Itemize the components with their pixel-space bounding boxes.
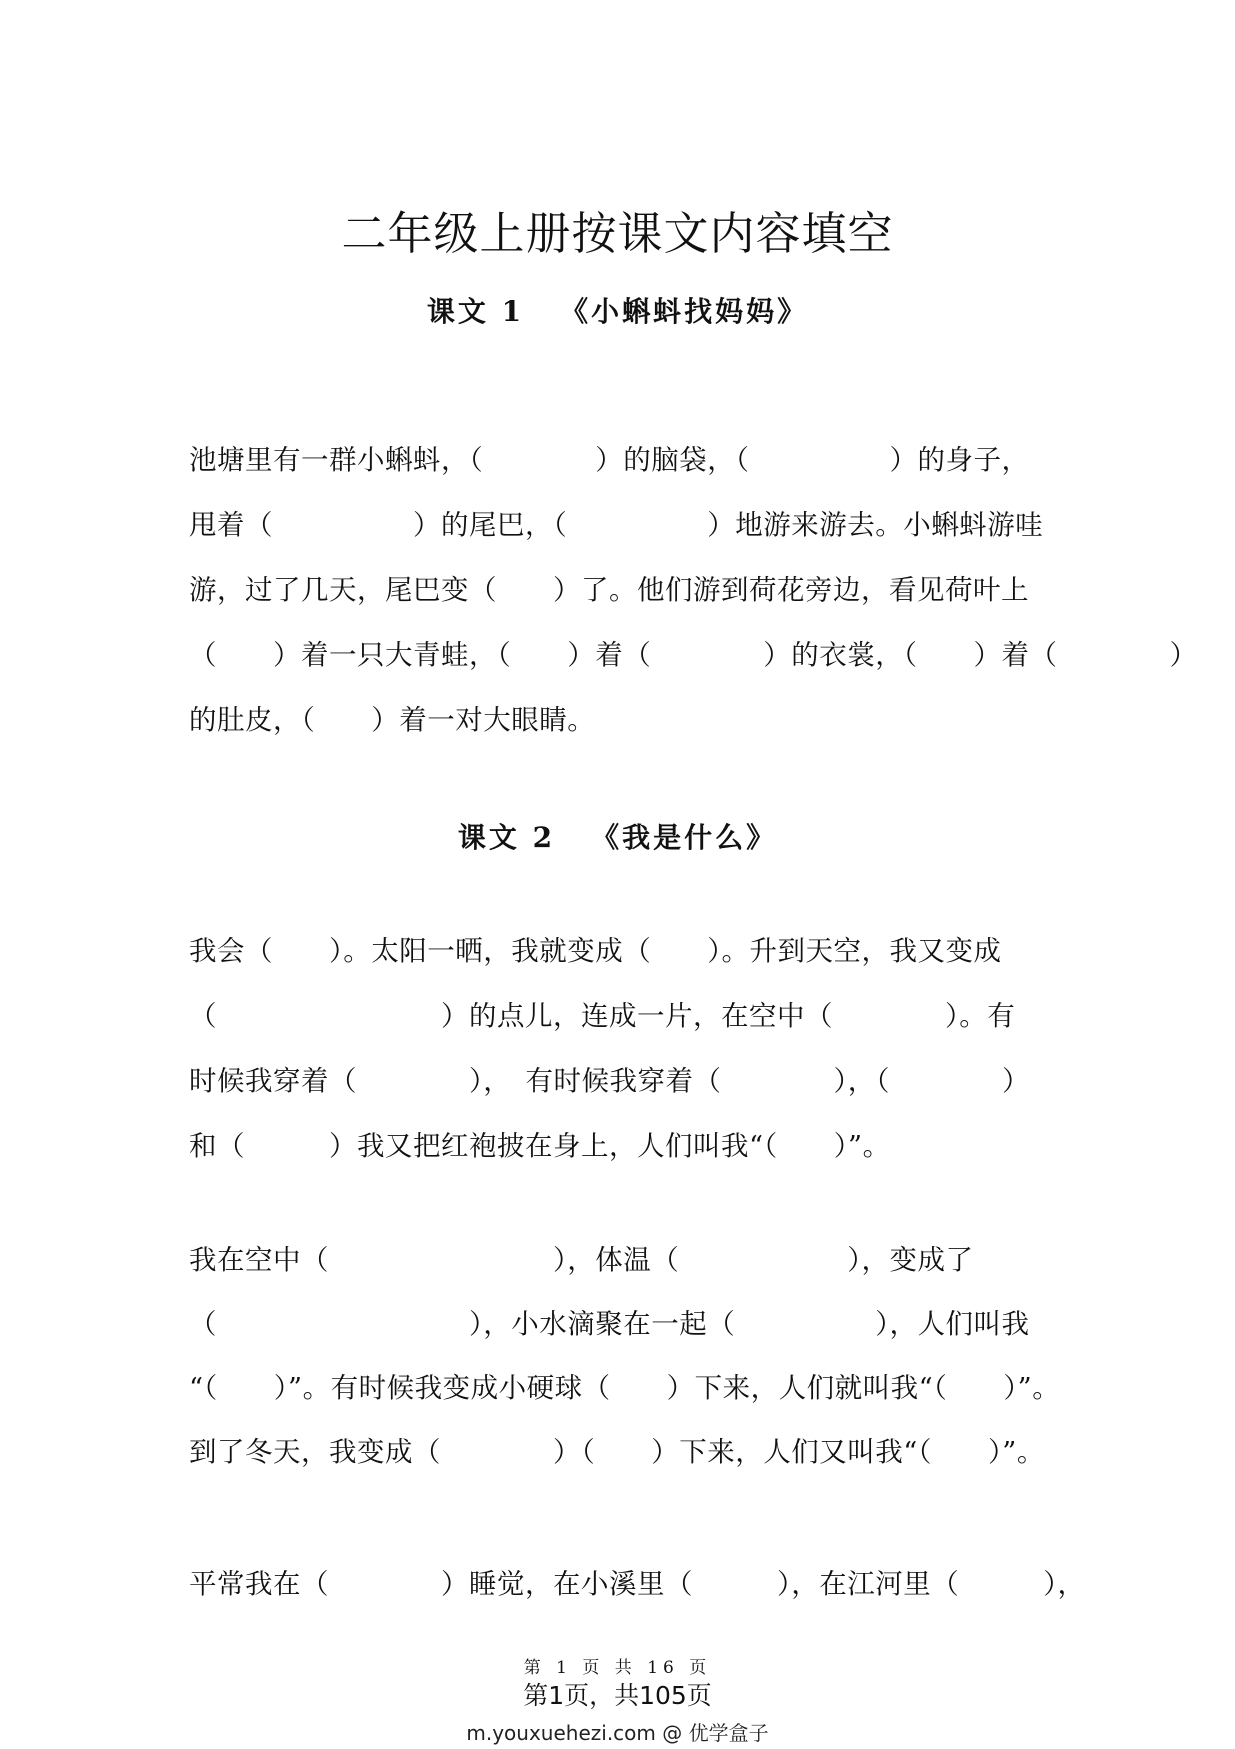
site-watermark: m.youxuehezi.com @ 优学盒子 <box>466 1721 769 1745</box>
text-line: 和（ ）我又把红袍披在身上，人们叫我“（ ）”。 <box>189 1130 891 1162</box>
text-line: 我在空中（ ），体温（ ），变成了 <box>189 1244 974 1276</box>
text-line: （ ）着一只大青蛙，（ ）着（ ）的衣裳，（ ）着（ ） <box>189 639 1198 671</box>
page-number-total: 第1页，共105页 <box>523 1681 712 1710</box>
lesson-2-number: 课文 2 <box>457 821 556 854</box>
text-line: 我会（ ）。太阳一晒，我就变成（ ）。升到天空，我又变成 <box>189 935 1002 967</box>
text-line: 时候我穿着（ ）， 有时候我穿着（ ），（ ） <box>189 1065 1030 1097</box>
text-line: “（ ）”。有时候我变成小硬球（ ）下来，人们就叫我“（ ）”。 <box>189 1372 1061 1404</box>
text-line: 甩着（ ）的尾巴，（ ）地游来游去。小蝌蚪游哇 <box>189 509 1044 541</box>
text-line: 游，过了几天，尾巴变（ ）了。他们游到荷花旁边，看见荷叶上 <box>189 574 1029 606</box>
text-line: 池塘里有一群小蝌蚪，（ ）的脑袋，（ ）的身子， <box>189 444 1030 476</box>
lesson-2-heading <box>0 818 1235 858</box>
lesson-1-number: 课文 1 <box>426 295 525 328</box>
text-line: 的肚皮，（ ）着一对大眼睛。 <box>189 704 596 736</box>
page-title: 二年级上册按课文内容填空 <box>341 207 894 260</box>
lesson-1-heading <box>0 292 1235 332</box>
lesson-1-name: 《小蝌蚪找妈妈》 <box>560 295 809 328</box>
lesson-1-paragraph-1 <box>189 440 1198 765</box>
text-line: 平常我在（ ）睡觉，在小溪里（ ），在江河里（ ）， <box>189 1568 1086 1600</box>
text-line: 到了冬天，我变成（ ）（ ）下来，人们又叫我“（ ）”。 <box>189 1436 1045 1468</box>
lesson-2-paragraph-1 <box>189 931 1049 1191</box>
lesson-2-paragraph-2 <box>189 1240 1061 1496</box>
lesson-2-paragraph-3 <box>189 1564 1086 1604</box>
page-number-small: 第 1 页 共 16 页 <box>523 1658 712 1678</box>
text-line: （ ），小水滴聚在一起（ ），人们叫我 <box>189 1308 1030 1340</box>
text-line: （ ）的点儿，连成一片，在空中（ ）。有 <box>189 1000 1016 1032</box>
lesson-2-name: 《我是什么》 <box>591 821 778 854</box>
